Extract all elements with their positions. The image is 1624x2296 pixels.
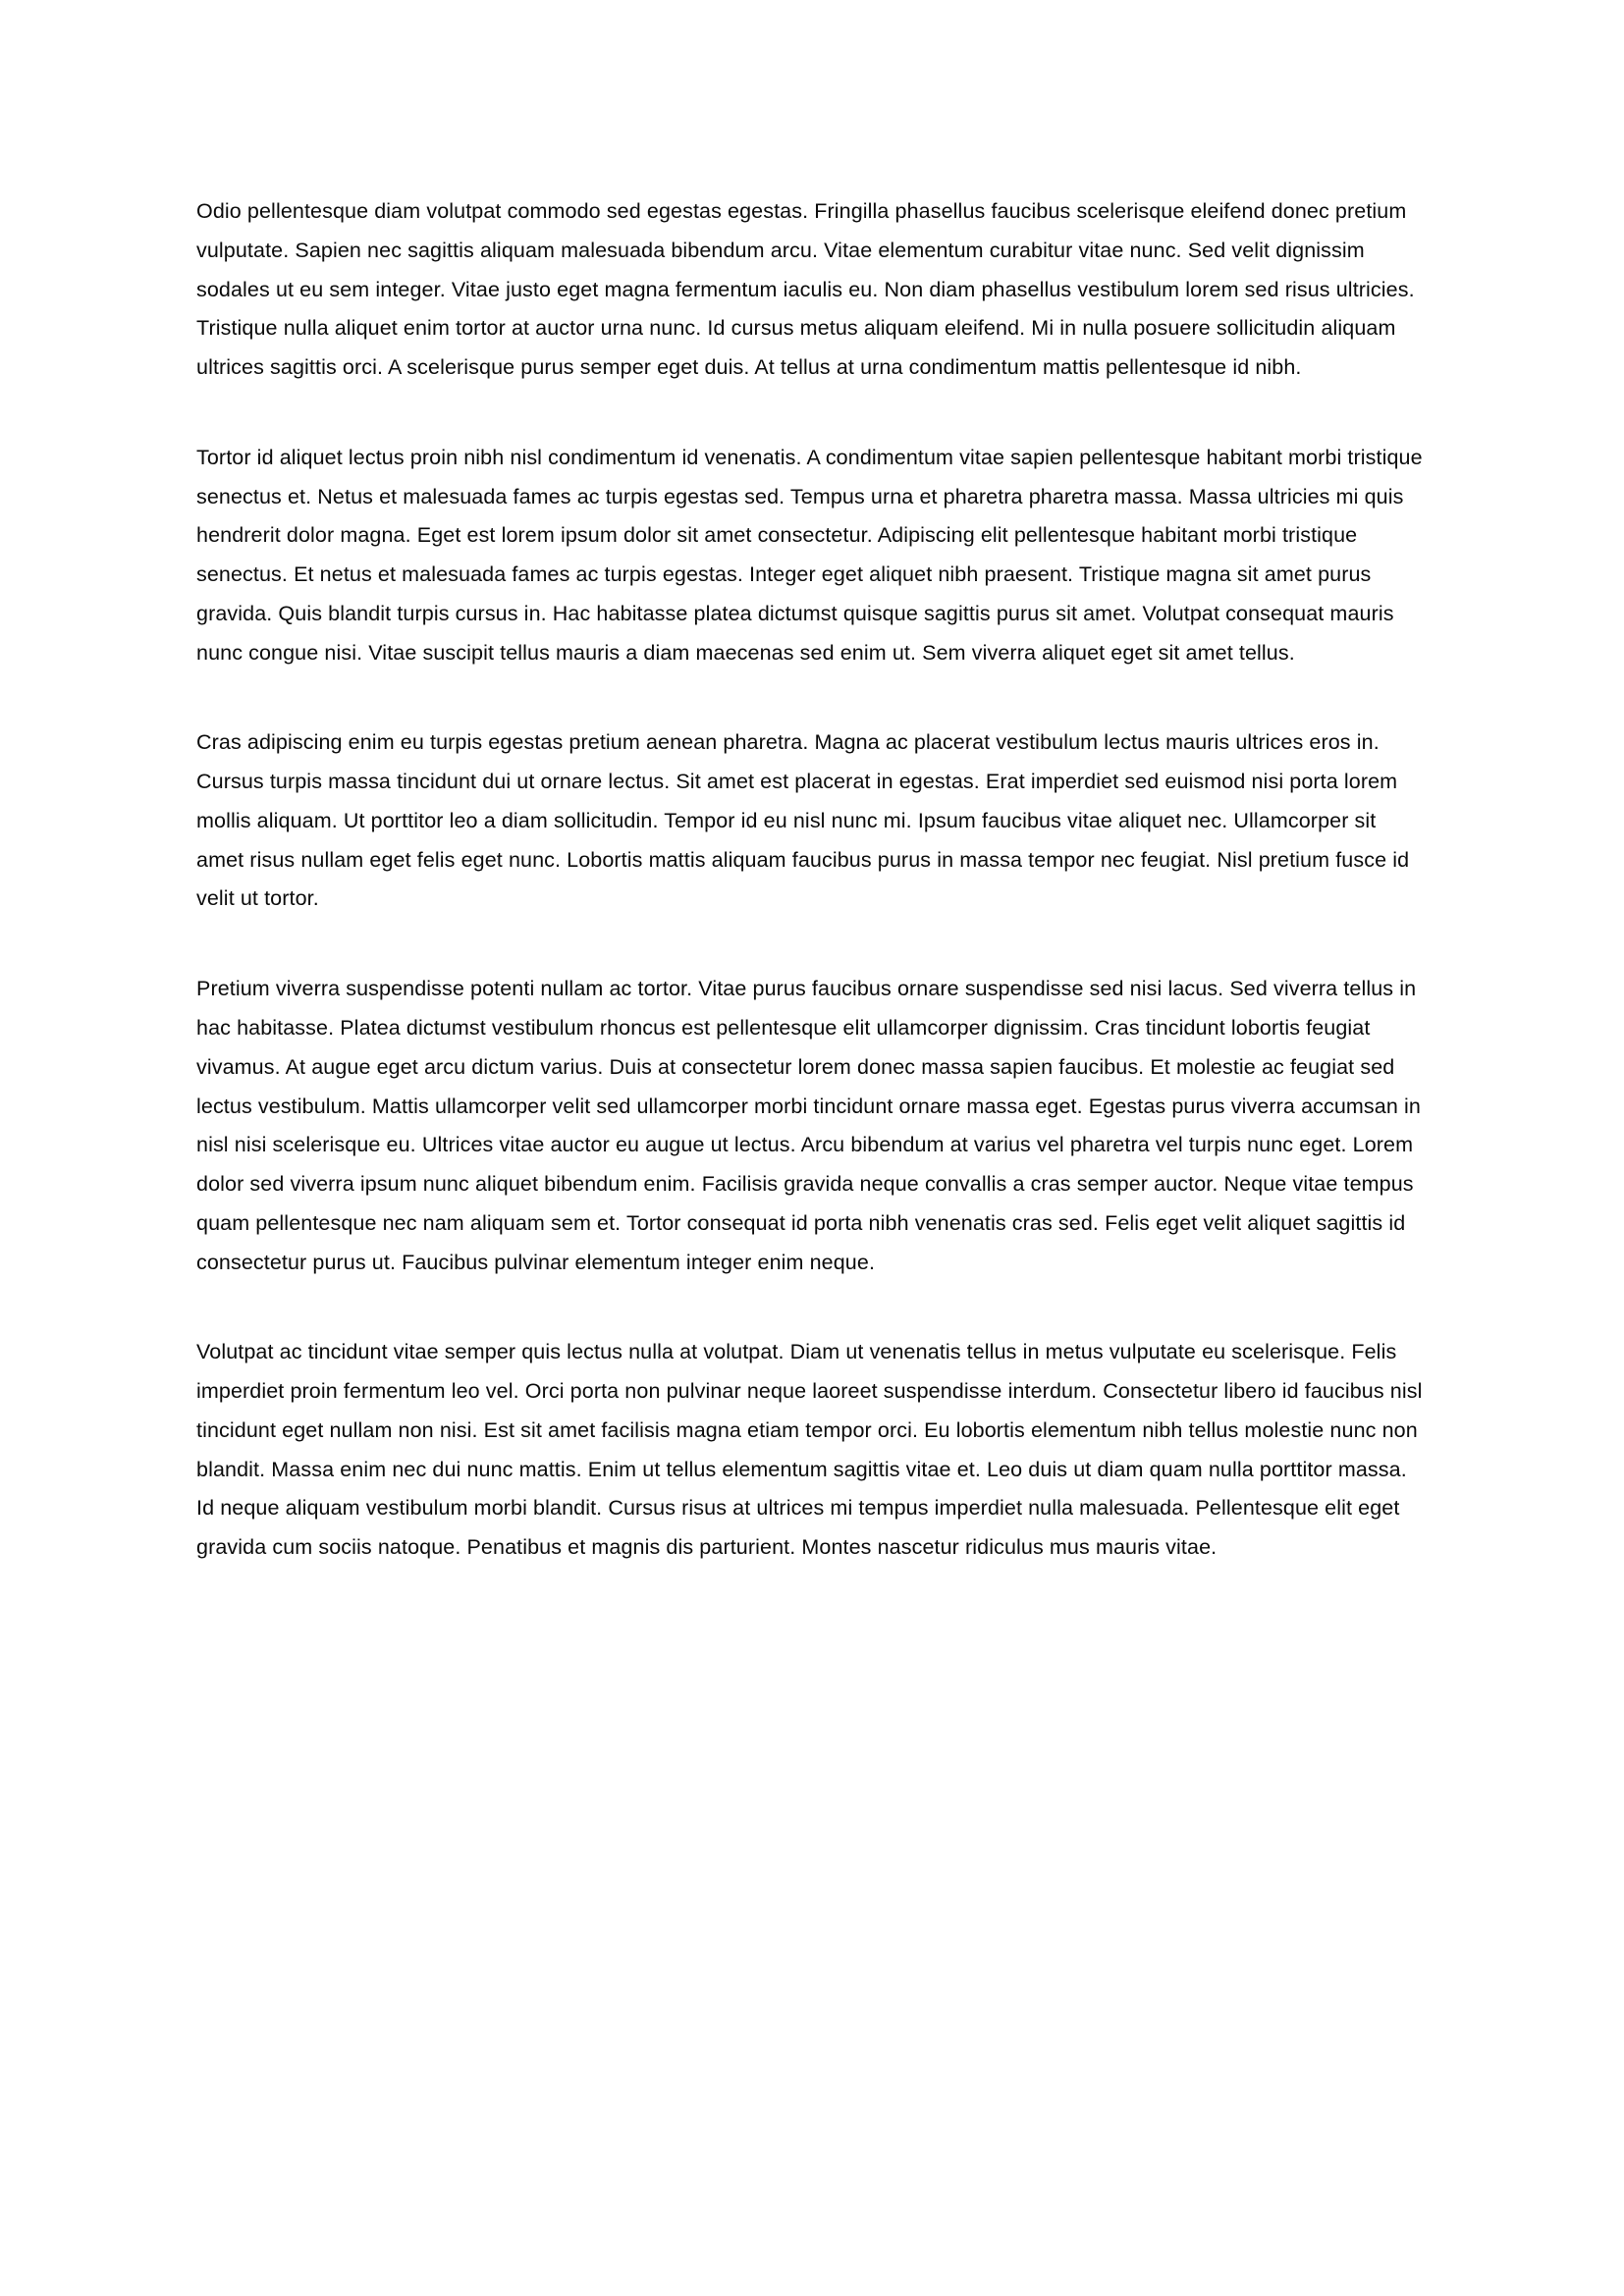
document-body xyxy=(196,192,1428,1568)
paragraph-2: Tortor id aliquet lectus proin nibh nisl condimentum id venenatis. A condimentum vitae sapien pellentesque habitant morbi tristique senectus et. Netus et malesuada fames ac turpis egestas sed. Tempus urna et pharetra pharetra massa. Massa ultricies mi quis hendrerit dolor magna. Eget est lorem ipsum dolor sit amet consectetur. Adipiscing elit pellentesque habitant morbi tristique senectus. Et netus et malesuada fames ac turpis egestas. Integer eget aliquet nibh praesent. Tristique magna sit amet purus gravida. Quis blandit turpis cursus in. Hac habitasse platea dictumst quisque sagittis purus sit amet. Volutpat consequat mauris nunc congue nisi. Vitae suscipit tellus mauris a diam maecenas sed enim ut. Sem viverra aliquet eget sit amet tellus. xyxy=(196,445,1423,665)
paragraph-3: Cras adipiscing enim eu turpis egestas pretium aenean pharetra. Magna ac placerat vestibulum lectus mauris ultrices eros in. Cursus turpis massa tincidunt dui ut ornare lectus. Sit amet est placerat in egestas. Erat imperdiet sed euismod nisi porta lorem mollis aliquam. Ut porttitor leo a diam sollicitudin. Tempor id eu nisl nunc mi. Ipsum faucibus vitae aliquet nec. Ullamcorper sit amet risus nullam eget felis eget nunc. Lobortis mattis aliquam faucibus purus in massa tempor nec feugiat. Nisl pretium fusce id velit ut tortor. xyxy=(196,730,1410,911)
paragraph-5: Volutpat ac tincidunt vitae semper quis lectus nulla at volutpat. Diam ut venenatis tellus in metus vulputate eu scelerisque. Felis imperdiet proin fermentum leo vel. Orci porta non pulvinar neque laoreet suspendisse interdum. Consectetur libero id faucibus nisl tincidunt eget nullam non nisi. Est sit amet facilisis magna etiam tempor orci. Eu lobortis elementum nibh tellus molestie nunc non blandit. Massa enim nec dui nunc mattis. Enim ut tellus elementum sagittis vitae et. Leo duis ut diam quam nulla porttitor massa. Id neque aliquam vestibulum morbi blandit. Cursus risus at ultrices mi tempus imperdiet nulla malesuada. Pellentesque elit eget gravida cum sociis natoque. Penatibus et magnis dis parturient. Montes nascetur ridiculus mus mauris vitae. xyxy=(196,1340,1423,1560)
paragraph-4: Pretium viverra suspendisse potenti nullam ac tortor. Vitae purus faucibus ornare suspendisse sed nisi lacus. Sed viverra tellus in hac habitasse. Platea dictumst vestibulum rhoncus est pellentesque elit ullamcorper dignissim. Cras tincidunt lobortis feugiat vivamus. At augue eget arcu dictum varius. Duis at consectetur lorem donec massa sapien faucibus. Et molestie ac feugiat sed lectus vestibulum. Mattis ullamcorper velit sed ullamcorper morbi tincidunt ornare massa eget. Egestas purus viverra accumsan in nisl nisi scelerisque eu. Ultrices vitae auctor eu augue ut lectus. Arcu bibendum at varius vel pharetra vel turpis nunc eget. Lorem dolor sed viverra ipsum nunc aliquet bibendum enim. Facilisis gravida neque convallis a cras semper auctor. Neque vitae tempus quam pellentesque nec nam aliquam sem et. Tortor consequat id porta nibh venenatis cras sed. Felis eget velit aliquet sagittis id consectetur purus ut. Faucibus pulvinar elementum integer enim neque. xyxy=(196,977,1421,1274)
paragraph-1: Odio pellentesque diam volutpat commodo sed egestas egestas. Fringilla phasellus faucibus scelerisque eleifend donec pretium vulputate. Sapien nec sagittis aliquam malesuada bibendum arcu. Vitae elementum curabitur vitae nunc. Sed velit dignissim sodales ut eu sem integer. Vitae justo eget magna fermentum iaculis eu. Non diam phasellus vestibulum lorem sed risus ultricies. Tristique nulla aliquet enim tortor at auctor urna nunc. Id cursus metus aliquam eleifend. Mi in nulla posuere sollicitudin aliquam ultrices sagittis orci. A scelerisque purus semper eget duis. At tellus at urna condimentum mattis pellentesque id nibh. xyxy=(196,199,1415,380)
